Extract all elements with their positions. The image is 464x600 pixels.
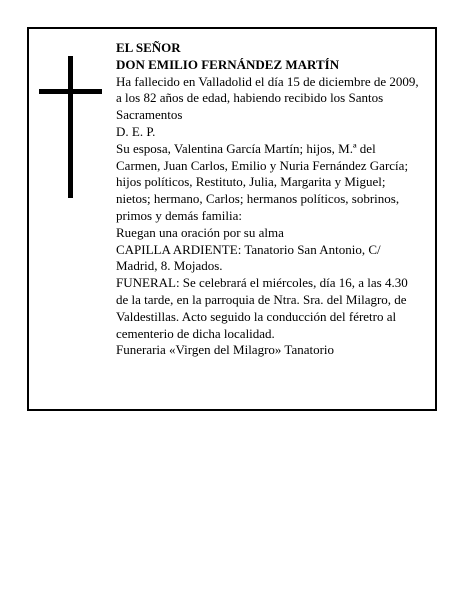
funeral-info: FUNERAL: Se celebrará el miércoles, día 16, a las 4.30 de la tarde, en la parroquia de Ntra. Sra. del Milagro, de Valdestillas. Acto seguido la conducción del féretro al cementerio de dicha localidad. xyxy=(116,275,408,341)
notice-title: EL SEÑOR xyxy=(116,40,181,55)
chapel-info: CAPILLA ARDIENTE: Tanatorio San Antonio, C/ Madrid, 8. Mojados. xyxy=(116,241,381,274)
deceased-name: DON EMILIO FERNÁNDEZ MARTÍN xyxy=(116,56,340,72)
cross-horizontal-bar xyxy=(39,89,102,94)
death-statement: Ha fallecido en Valladolid el día 15 de diciembre de 2009, a los 82 años de edad, habiendo recibido los Santos Sacramentos xyxy=(116,73,419,123)
dep-text: D. E. P. xyxy=(116,123,156,139)
prayer-request: Ruegan una oración por su alma xyxy=(116,224,284,240)
cross-vertical-bar xyxy=(68,56,73,198)
notice-text xyxy=(116,40,421,359)
obituary-notice xyxy=(27,27,437,411)
funeral-home: Funeraria «Virgen del Milagro» Tanatorio xyxy=(116,342,335,358)
family-list: Su esposa, Valentina García Martín; hijos, M.ª del Carmen, Juan Carlos, Emilio y Nuria Fernández García; hijos políticos, Restituto, Julia, Margarita y Miguel; nietos; hermano, Carlos; hermanos políticos, sobrinos, primos y demás familia: xyxy=(116,140,409,223)
